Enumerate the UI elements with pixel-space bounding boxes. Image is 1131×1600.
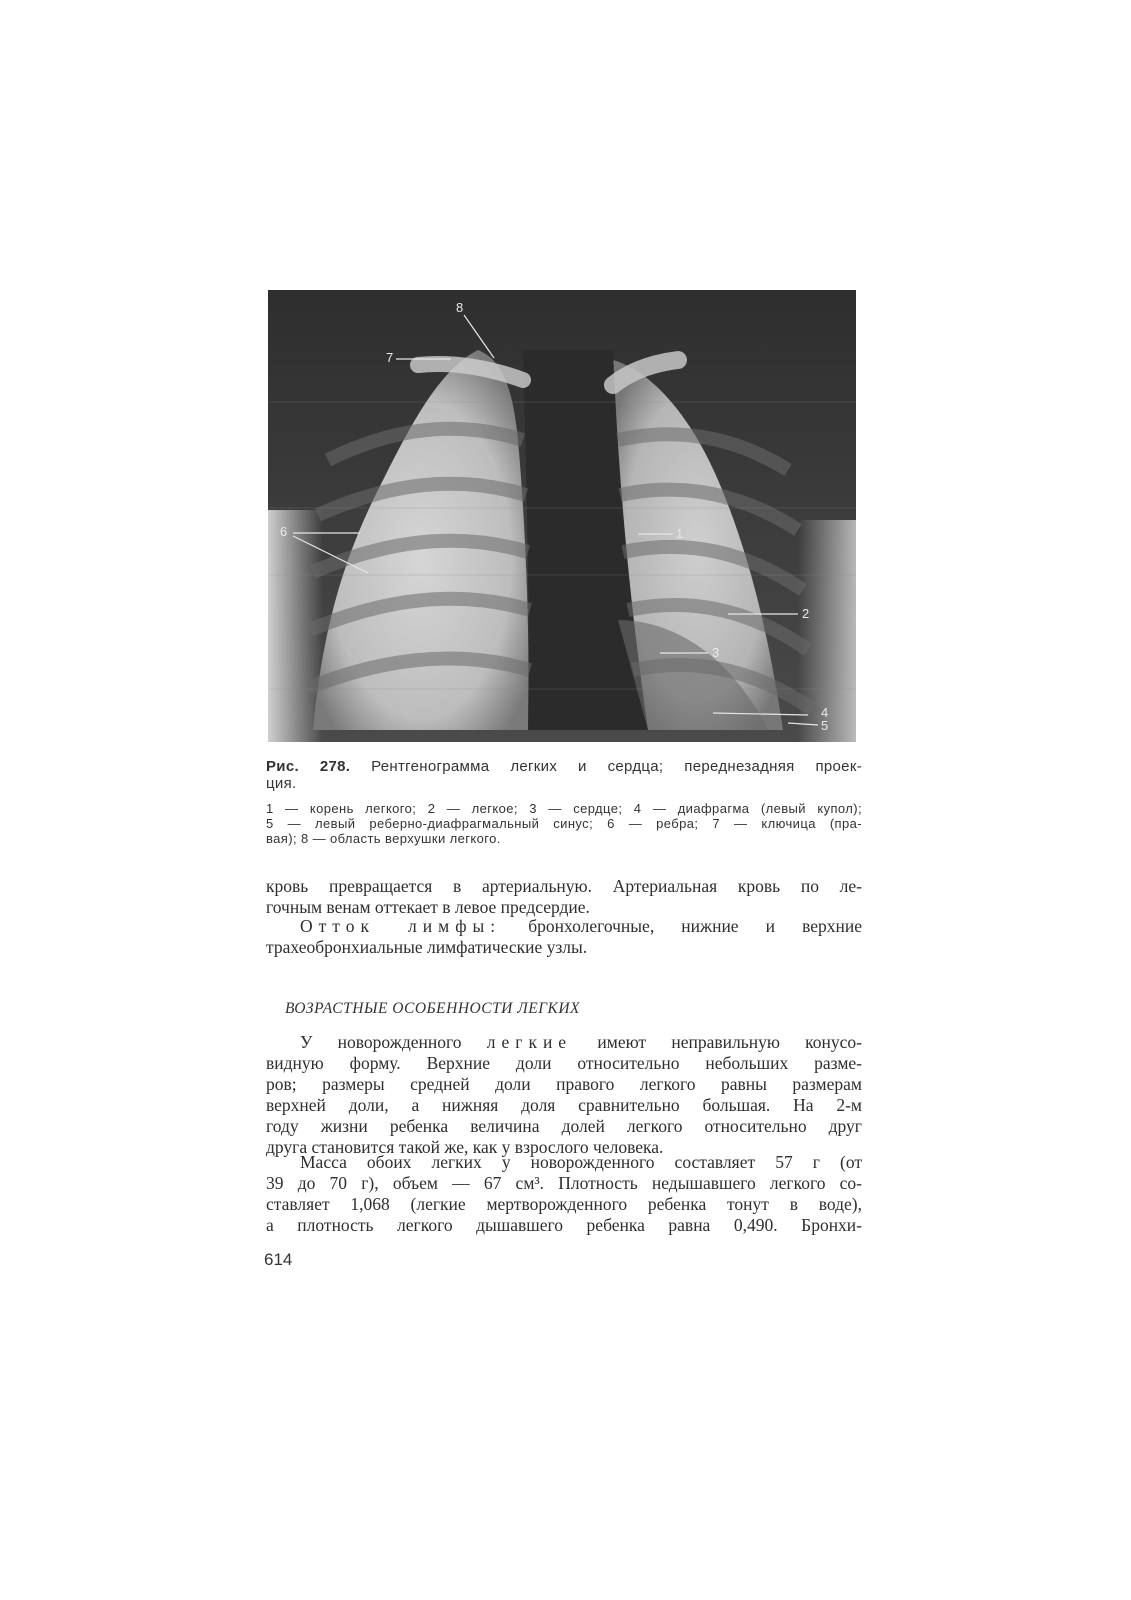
paragraph-newborn-lungs — [266, 1032, 862, 1158]
text-line: Масса обоих легких у новорожденного составляет 57 г (от — [300, 1152, 862, 1172]
section-heading: ВОЗРАСТНЫЕ ОСОБЕННОСТИ ЛЕГКИХ — [285, 1000, 580, 1017]
paragraph-lymph-outflow — [266, 916, 862, 958]
text-line: гочным венам оттекает в левое предсердие. — [266, 897, 590, 917]
paragraph-lung-mass — [266, 1152, 862, 1236]
callout-5: 5 — [821, 718, 829, 733]
caption-title — [266, 758, 862, 792]
text-line: видную форму. Верхние доли относительно небольших разме- — [266, 1053, 862, 1073]
legend-line: 1 — корень легкого; 2 — легкое; 3 — сердце; 4 — диафрагма (левый купол); — [266, 801, 862, 816]
callout-4: 4 — [821, 705, 829, 720]
caption-title-line1: Рентгенограмма легких и сердца; переднезадняя проек- — [371, 758, 862, 775]
caption-title-line2: ция. — [266, 775, 297, 792]
callout-6: 6 — [280, 524, 288, 539]
text-line: верхней доли, а нижняя доля сравнительно большая. На 2-м — [266, 1095, 862, 1115]
callout-2: 2 — [802, 606, 810, 621]
figure-label: Рис. 278. — [266, 758, 351, 775]
text-line-end: имеют неправильную конусо- — [597, 1032, 862, 1052]
figure-caption — [266, 758, 862, 846]
legend-line: 5 — левый реберно-диафрагмальный синус; 6 — ребра; 7 — ключица (пра- — [266, 816, 862, 831]
caption-legend — [266, 801, 862, 846]
callout-1: 1 — [676, 526, 684, 541]
text-line: друга становится такой же, как у взрослого человека. — [266, 1137, 664, 1157]
text-line-rest: бронхолегочные, нижние и верхние — [528, 916, 862, 936]
text-line: 39 до 70 г), объем — 67 см³. Плотность недышавшего легкого со- — [266, 1173, 862, 1193]
legend-line: вая); 8 — область верхушки легкого. — [266, 831, 501, 846]
callout-7: 7 — [386, 350, 394, 365]
xray-figure — [268, 290, 856, 742]
text-line: ставляет 1,068 (легкие мертворожденного ребенка тонут в воде), — [266, 1194, 862, 1214]
chest-xray-image — [268, 290, 856, 742]
text-line: году жизни ребенка величина долей легкого относительно друг — [266, 1116, 862, 1136]
spaced-term: Отток лимфы: — [300, 916, 502, 936]
callout-8: 8 — [456, 300, 464, 315]
text-line-start: У новорожденного — [300, 1032, 462, 1052]
text-line: ров; размеры средней доли правого легкого равны размерам — [266, 1074, 862, 1094]
text-line: а плотность легкого дышавшего ребенка равна 0,490. Бронхи- — [266, 1215, 862, 1235]
page-number: 614 — [264, 1250, 293, 1269]
callout-3: 3 — [712, 645, 720, 660]
paragraph-blood-flow — [266, 876, 862, 918]
text-line: трахеобронхиальные лимфатические узлы. — [266, 937, 588, 957]
spaced-term: легкие — [486, 1032, 573, 1052]
text-line: кровь превращается в артериальную. Артериальная кровь по ле- — [266, 876, 862, 896]
